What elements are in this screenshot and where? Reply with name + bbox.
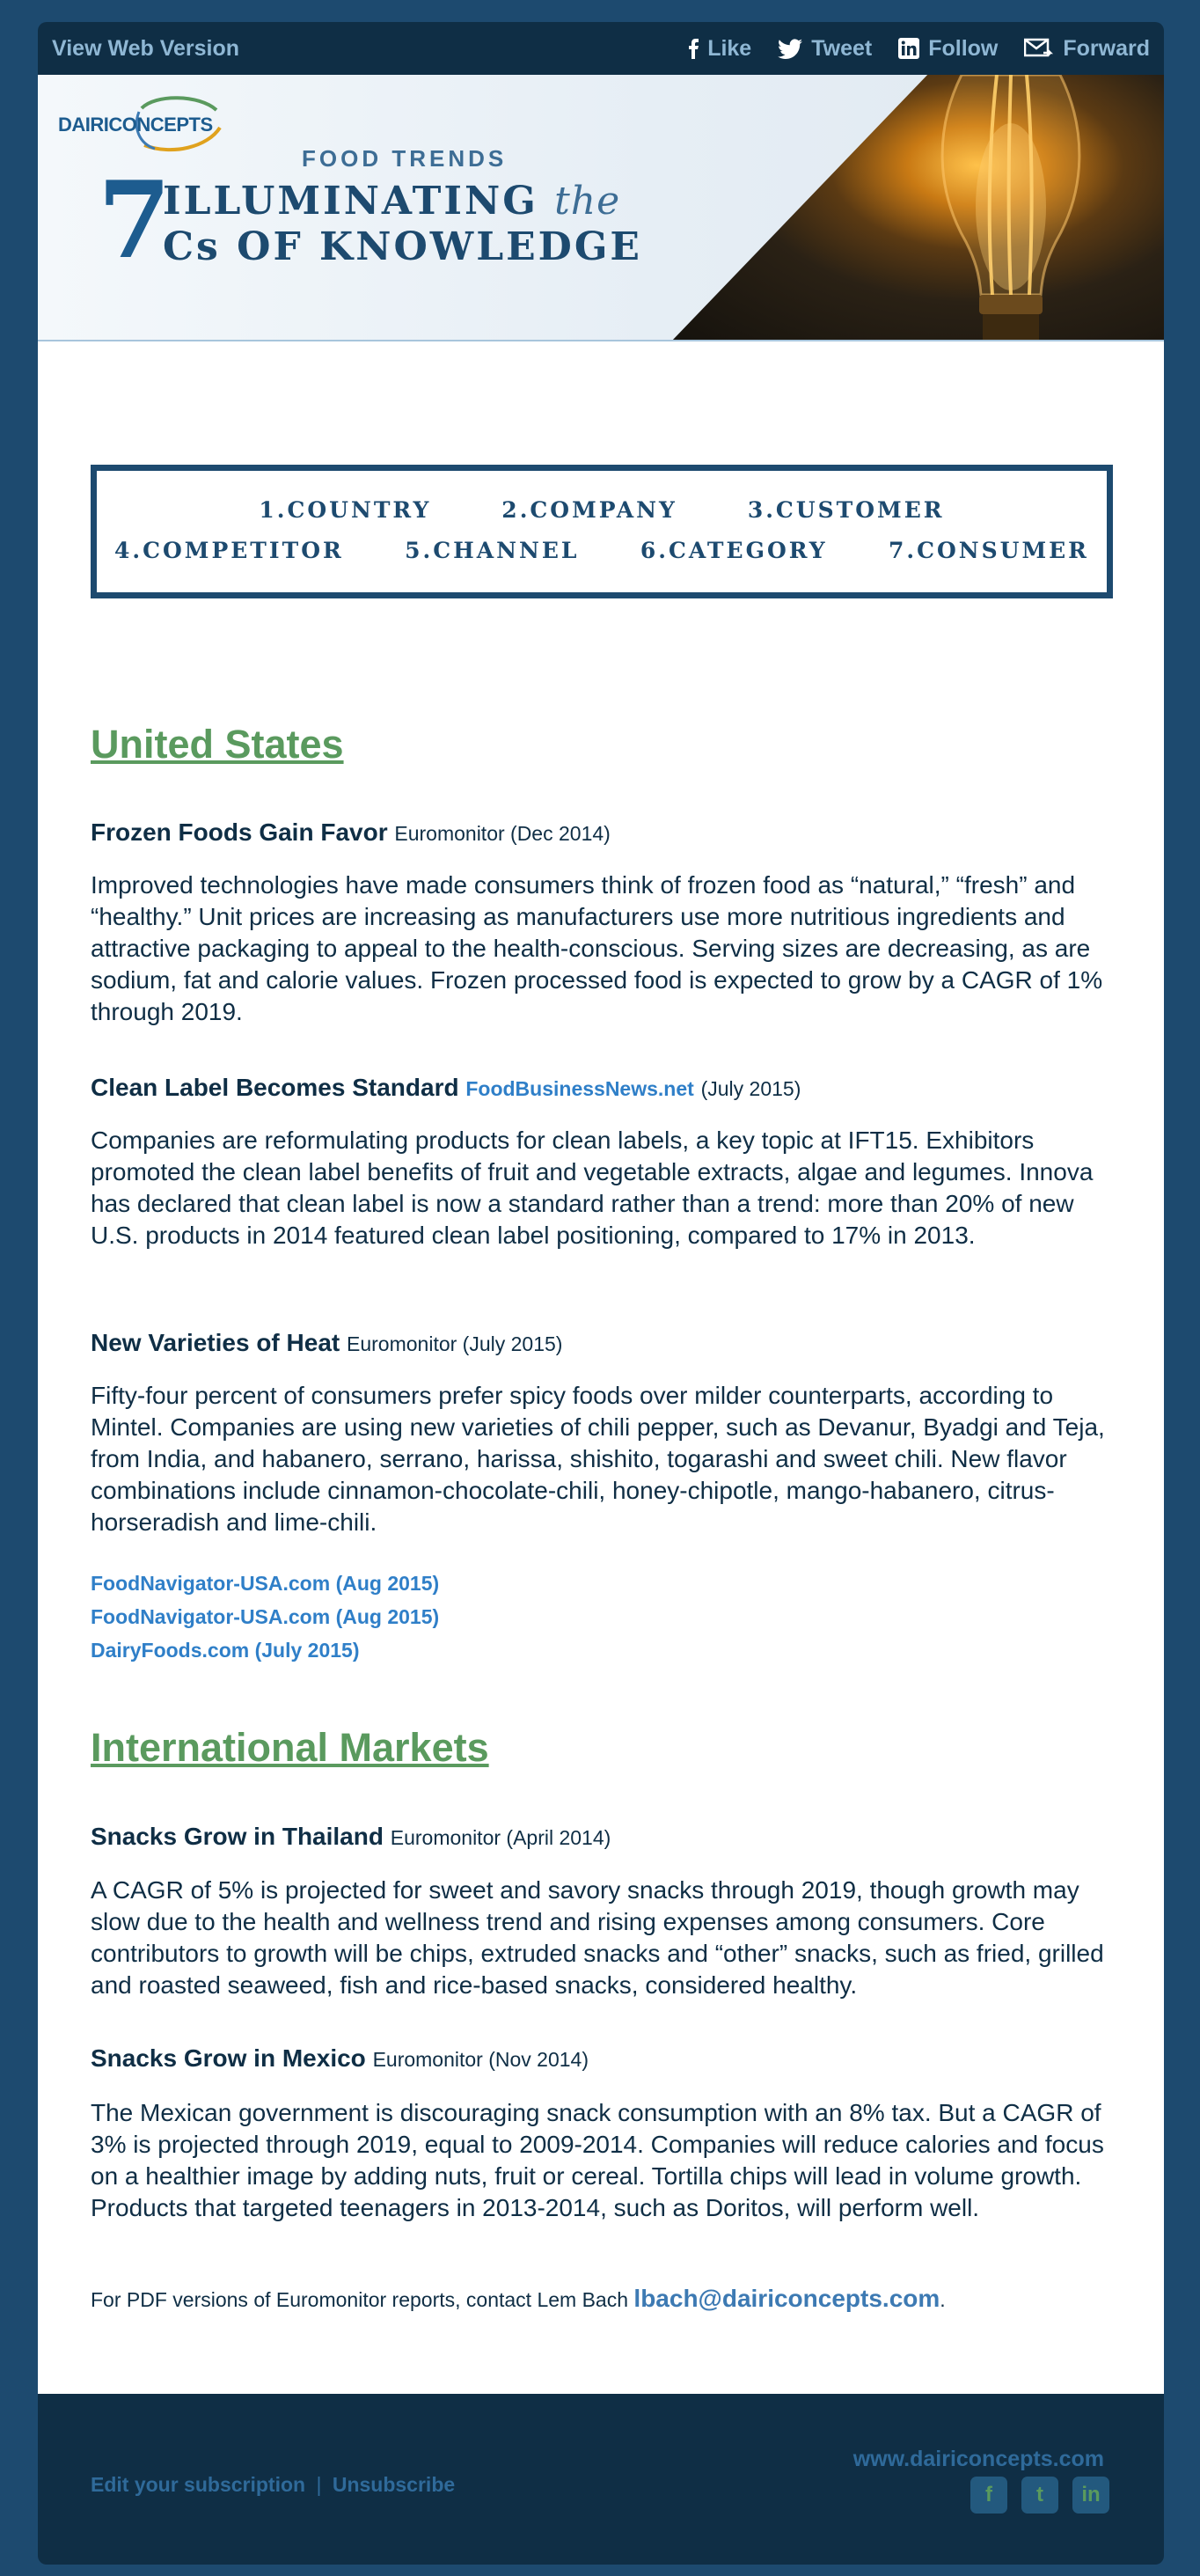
- subscription-links: [91, 2473, 455, 2497]
- cs-item-company: 2.COMPANY: [501, 497, 677, 523]
- footer-twitter-icon[interactable]: t: [1021, 2477, 1058, 2514]
- contact-period: .: [940, 2288, 946, 2311]
- article-heading-frozen-foods: [91, 818, 611, 847]
- article-body-varieties-of-heat: Fifty-four percent of consumers prefer spicy foods over milder counterparts, according to Mintel. Companies are using new varieties of chili pepper, such as Devanur, Byadgi and Teja, from India, and habanero, serrano, harissa, shishito, togarashi and sweet chili. New flavor combinations include cinnamon-chocolate-chili, honey-chipotle, mango-habanero, citrus-horseradish and lime-chili.: [91, 1382, 1105, 1536]
- cs-row-2: [97, 538, 1107, 563]
- article-body-frozen-foods: Improved technologies have made consumers think of frozen food as “natural,” “fresh” and “healthy.” Unit prices are increasing as manufacturers use more nutritious ingredients and attractive packaging to appeal to the health-conscious. Serving sizes are decreasing, as are sodium, fat and calorie values. Frozen processed food is expected to grow by a CAGR of 1% through 2019.: [91, 871, 1103, 1025]
- cs-item-competitor: 4.COMPETITOR: [114, 538, 344, 563]
- view-web-version-link[interactable]: View Web Version: [52, 35, 240, 61]
- article-title: Frozen Foods Gain Favor: [91, 818, 388, 846]
- article-title: Snacks Grow in Mexico: [91, 2044, 366, 2072]
- footer-linkedin-icon[interactable]: in: [1072, 2477, 1109, 2514]
- banner-title-line2: Cs OF KNOWLEDGE: [163, 224, 642, 269]
- article-body-clean-label: Companies are reformulating products for clean labels, a key topic at IFT15. Exhibitors promoted the clean label benefits of fruit and vegetable extracts, algae and legumes. Innova has declared that clean label is now a standard rather than a trend: more than 20% of new U.S. products in 2014 featured clean label positioning, compared to 17% in 2013.: [91, 1127, 1094, 1249]
- linkedin-icon: [898, 38, 919, 59]
- article-heading-varieties-of-heat: [91, 1329, 562, 1357]
- cs-item-country: 1.COUNTRY: [259, 497, 432, 523]
- article-title: Snacks Grow in Thailand: [91, 1823, 384, 1850]
- article-body-mexico: The Mexican government is discouraging snack consumption with an 8% tax. But a CAGR of 3% is projected through 2019, equal to 2009-2014. Companies will reduce calories and focus on a healthier image by adding nuts, fruit or cereal. Tortilla chips will lead in volume growth. Products that targeted teenagers in 2013-2014, such as Doritos, will perform well.: [91, 2099, 1104, 2221]
- cs-item-customer: 3.CUSTOMER: [747, 497, 945, 523]
- article-source: Euromonitor (Dec 2014): [394, 822, 611, 845]
- section-title-united-states[interactable]: United States: [91, 722, 344, 767]
- source-link-foodnavigator-1[interactable]: FoodNavigator-USA.com (Aug 2015): [91, 1572, 440, 1595]
- article-source: (July 2015): [700, 1077, 801, 1100]
- tweet-button[interactable]: [778, 36, 872, 62]
- pdf-contact-line: [91, 2285, 946, 2313]
- article-title: New Varieties of Heat: [91, 1329, 340, 1356]
- top-bar: [38, 22, 1164, 75]
- email-forward-icon: [1024, 38, 1054, 59]
- source-link-foodnavigator-2[interactable]: FoodNavigator-USA.com (Aug 2015): [91, 1605, 440, 1628]
- footer: [38, 2394, 1164, 2565]
- facebook-icon: [688, 38, 699, 59]
- website-link[interactable]: www.dairiconcepts.com: [852, 2447, 1104, 2471]
- logo-dairi: DAIRI: [58, 114, 109, 136]
- logo-concepts: CONCEPTS: [108, 114, 213, 136]
- foodbusinessnews-link[interactable]: FoodBusinessNews.net: [465, 1077, 694, 1100]
- seven-cs-box: [91, 465, 1113, 598]
- unsubscribe-link[interactable]: Unsubscribe: [332, 2473, 456, 2496]
- footer-facebook-icon[interactable]: f: [970, 2477, 1007, 2514]
- source-link-dairyfoods[interactable]: DairyFoods.com (July 2015): [91, 1639, 360, 1662]
- contact-email-link[interactable]: lbach@dairiconcepts.com: [633, 2285, 940, 2312]
- forward-label: Forward: [1063, 35, 1150, 61]
- article-body-thailand: A CAGR of 5% is projected for sweet and savory snacks through 2019, though growth may slow due to the health and wellness trend and rising expenses among consumers. Core contributors to growth will be chips, extruded snacks and “other” snacks, such as fried, grilled and roasted seaweed, fish and rice-based snacks, considered healthy.: [91, 1876, 1104, 1999]
- article-title: Clean Label Becomes Standard: [91, 1074, 459, 1101]
- follow-label: Follow: [928, 35, 999, 61]
- article-source: Euromonitor (July 2015): [347, 1332, 563, 1355]
- like-label: Like: [707, 35, 752, 61]
- banner-number: 7: [98, 158, 172, 283]
- article-source: Euromonitor (Nov 2014): [372, 2048, 589, 2071]
- article-heading-mexico: [91, 2044, 589, 2073]
- cs-row-1: [97, 497, 1107, 523]
- twitter-icon: [778, 39, 802, 59]
- article-heading-clean-label: [91, 1074, 801, 1102]
- article-heading-thailand: [91, 1823, 611, 1851]
- section-title-international-markets[interactable]: International Markets: [91, 1725, 489, 1770]
- light-bulb-icon: [671, 75, 1164, 341]
- banner-title-line1: [163, 179, 620, 224]
- footer-social-icons: [970, 2477, 1109, 2514]
- cs-item-category: 6.CATEGORY: [640, 538, 828, 563]
- tweet-label: Tweet: [811, 35, 873, 61]
- source-links: [91, 1567, 439, 1667]
- social-share-bar: [688, 36, 1150, 62]
- logo-wordmark: [58, 114, 213, 136]
- cs-item-channel: 5.CHANNEL: [405, 538, 580, 563]
- footer-separator: |: [316, 2473, 322, 2496]
- like-button[interactable]: [688, 36, 751, 62]
- forward-button[interactable]: [1024, 36, 1150, 62]
- banner-title-word: ILLUMINATING: [163, 179, 538, 224]
- header-banner: [38, 75, 1164, 341]
- dairiconcepts-logo: [58, 92, 225, 154]
- banner-title-italic: the: [554, 179, 621, 224]
- edit-subscription-link[interactable]: Edit your subscription: [91, 2473, 306, 2496]
- article-source: Euromonitor (April 2014): [390, 1826, 611, 1849]
- cs-item-consumer: 7.CONSUMER: [888, 538, 1089, 563]
- banner-kicker: FOOD TRENDS: [302, 145, 508, 172]
- follow-button[interactable]: [898, 36, 998, 62]
- main-content: [38, 341, 1164, 2394]
- light-bulb-image: [671, 75, 1164, 341]
- contact-text: For PDF versions of Euromonitor reports, contact Lem Bach: [91, 2288, 629, 2311]
